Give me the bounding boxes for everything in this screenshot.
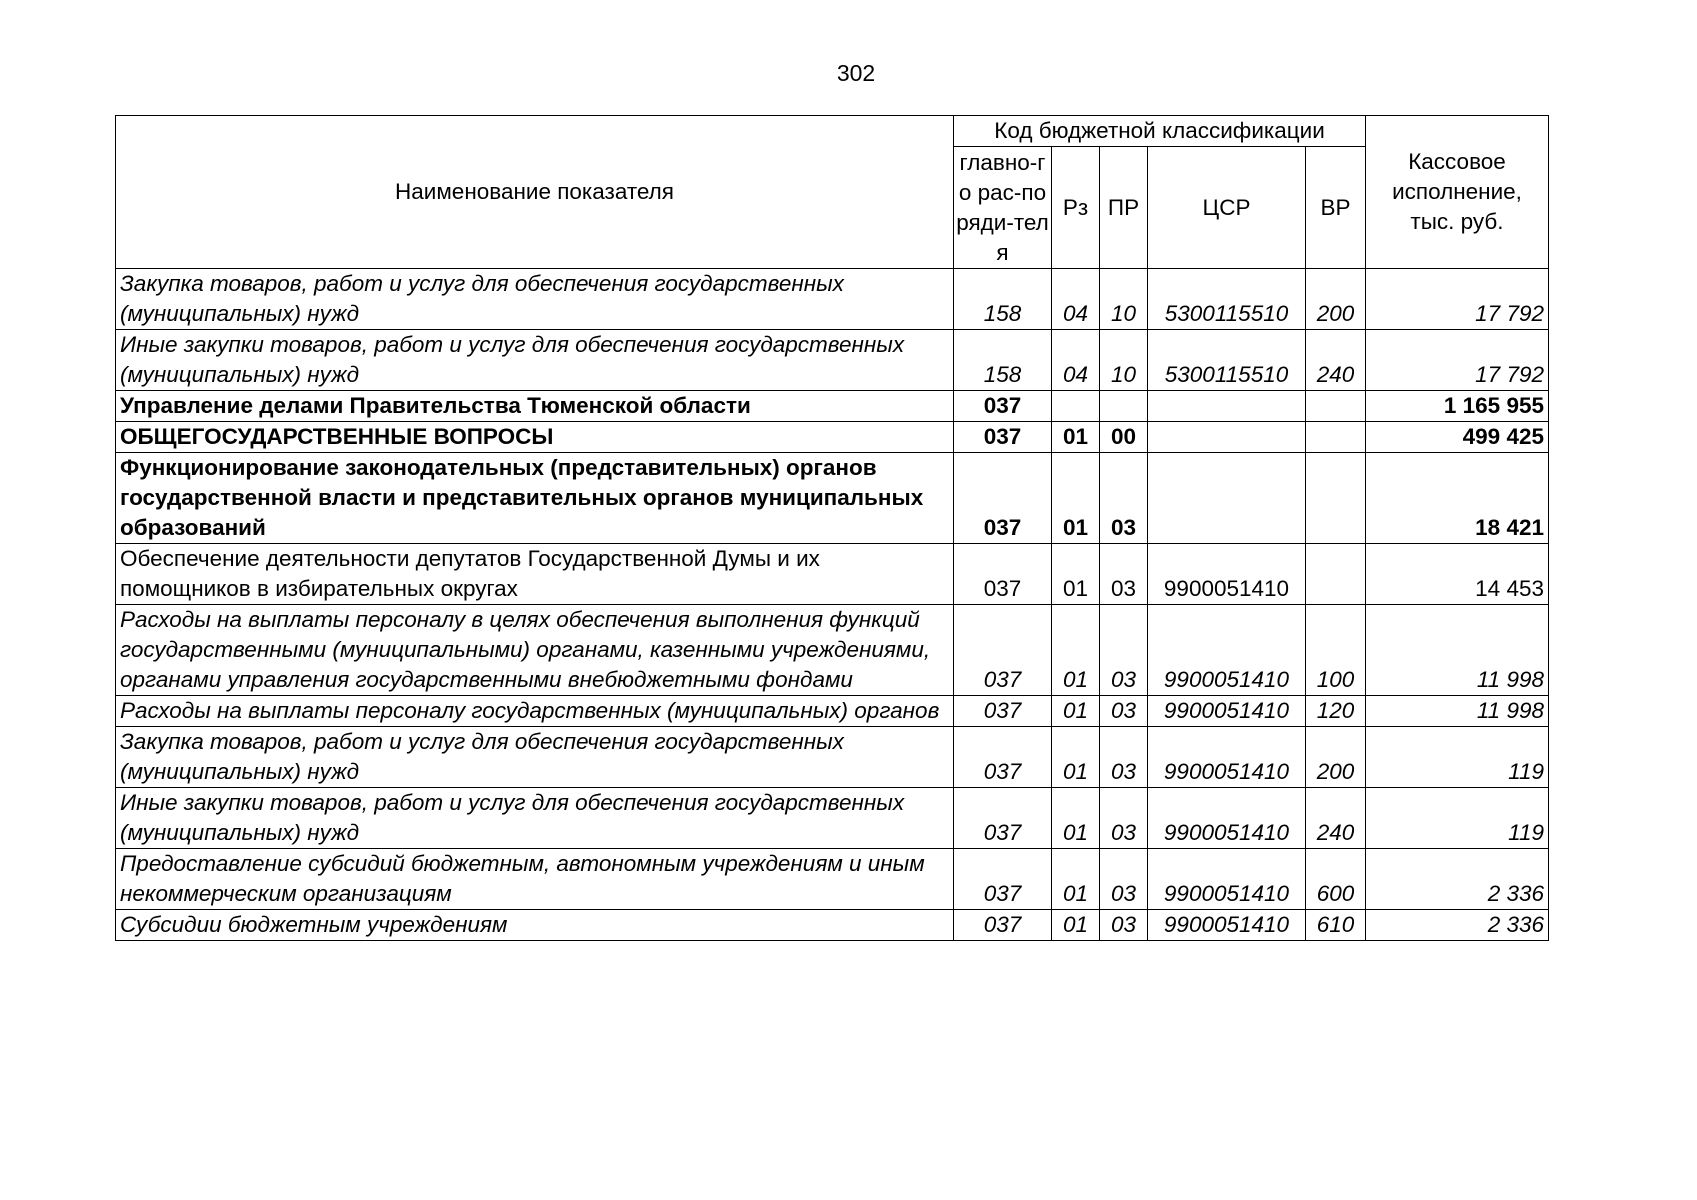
row-gr: 037 <box>954 849 1052 910</box>
row-gr: 037 <box>954 422 1052 453</box>
row-gr: 037 <box>954 453 1052 544</box>
header-pr: ПР <box>1100 147 1148 269</box>
table-row <box>116 544 1549 605</box>
row-name: Расходы на выплаты персоналу в целях обеспечения выполнения функций государственными (муниципальными) органами, казенными учреждениями, органами управления государственными внебюджетными фондами <box>116 605 954 696</box>
row-name: Обеспечение деятельности депутатов Государственной Думы и их помощников в избирательных округах <box>116 544 954 605</box>
row-csr: 5300115510 <box>1148 269 1306 330</box>
row-csr: 9900051410 <box>1148 696 1306 727</box>
row-gr: 158 <box>954 269 1052 330</box>
row-csr <box>1148 453 1306 544</box>
header-gr: главно-го рас-поряди-теля <box>954 147 1052 269</box>
row-name: Закупка товаров, работ и услуг для обеспечения государственных (муниципальных) нужд <box>116 269 954 330</box>
row-csr: 9900051410 <box>1148 910 1306 941</box>
row-csr: 9900051410 <box>1148 727 1306 788</box>
row-vr: 610 <box>1306 910 1366 941</box>
row-rz: 01 <box>1052 849 1100 910</box>
row-amount: 2 336 <box>1366 910 1549 941</box>
row-amount: 119 <box>1366 788 1549 849</box>
table-row <box>116 422 1549 453</box>
row-name: Управление делами Правительства Тюменской области <box>116 391 954 422</box>
row-gr: 037 <box>954 391 1052 422</box>
table-row <box>116 330 1549 391</box>
row-pr: 03 <box>1100 910 1148 941</box>
row-rz: 04 <box>1052 330 1100 391</box>
row-name: Субсидии бюджетным учреждениям <box>116 910 954 941</box>
row-vr: 240 <box>1306 330 1366 391</box>
row-vr <box>1306 453 1366 544</box>
row-csr: 9900051410 <box>1148 788 1306 849</box>
row-name: Предоставление субсидий бюджетным, автономным учреждениям и иным некоммерческим организациям <box>116 849 954 910</box>
table-row <box>116 453 1549 544</box>
row-rz: 01 <box>1052 422 1100 453</box>
row-name: Закупка товаров, работ и услуг для обеспечения государственных (муниципальных) нужд <box>116 727 954 788</box>
row-vr <box>1306 544 1366 605</box>
row-gr: 037 <box>954 788 1052 849</box>
row-csr: 9900051410 <box>1148 849 1306 910</box>
row-amount: 17 792 <box>1366 330 1549 391</box>
row-vr: 120 <box>1306 696 1366 727</box>
budget-table <box>115 115 1549 941</box>
row-amount: 17 792 <box>1366 269 1549 330</box>
row-amount: 14 453 <box>1366 544 1549 605</box>
row-rz: 01 <box>1052 788 1100 849</box>
row-rz: 01 <box>1052 544 1100 605</box>
header-rz: Рз <box>1052 147 1100 269</box>
row-pr: 03 <box>1100 605 1148 696</box>
row-gr: 037 <box>954 605 1052 696</box>
row-gr: 037 <box>954 696 1052 727</box>
table-row <box>116 727 1549 788</box>
row-name: ОБЩЕГОСУДАРСТВЕННЫЕ ВОПРОСЫ <box>116 422 954 453</box>
row-csr <box>1148 391 1306 422</box>
table-row <box>116 269 1549 330</box>
row-amount: 1 165 955 <box>1366 391 1549 422</box>
row-rz: 01 <box>1052 453 1100 544</box>
row-vr: 240 <box>1306 788 1366 849</box>
row-amount: 2 336 <box>1366 849 1549 910</box>
row-amount: 11 998 <box>1366 696 1549 727</box>
table-row <box>116 910 1549 941</box>
row-vr: 200 <box>1306 269 1366 330</box>
row-name: Расходы на выплаты персоналу государственных (муниципальных) органов <box>116 696 954 727</box>
table-row <box>116 788 1549 849</box>
row-vr: 600 <box>1306 849 1366 910</box>
row-gr: 158 <box>954 330 1052 391</box>
row-rz: 04 <box>1052 269 1100 330</box>
row-amount: 18 421 <box>1366 453 1549 544</box>
row-rz: 01 <box>1052 727 1100 788</box>
row-pr: 10 <box>1100 330 1148 391</box>
header-kbk: Код бюджетной классификации <box>954 116 1366 147</box>
row-vr: 200 <box>1306 727 1366 788</box>
header-name: Наименование показателя <box>116 116 954 269</box>
row-pr: 03 <box>1100 849 1148 910</box>
row-gr: 037 <box>954 727 1052 788</box>
table-row <box>116 696 1549 727</box>
header-amount: Кассовое исполнение, тыс. руб. <box>1366 116 1549 269</box>
header-vr: ВР <box>1306 147 1366 269</box>
row-gr: 037 <box>954 910 1052 941</box>
row-name: Иные закупки товаров, работ и услуг для обеспечения государственных (муниципальных) нужд <box>116 330 954 391</box>
page-number: 302 <box>836 60 876 86</box>
row-pr: 03 <box>1100 788 1148 849</box>
table-row <box>116 391 1549 422</box>
row-pr: 03 <box>1100 727 1148 788</box>
row-name: Функционирование законодательных (представительных) органов государственной власти и представительных органов муниципальных образований <box>116 453 954 544</box>
table-body <box>116 269 1549 941</box>
row-rz <box>1052 391 1100 422</box>
row-gr: 037 <box>954 544 1052 605</box>
row-amount: 11 998 <box>1366 605 1549 696</box>
row-csr: 9900051410 <box>1148 544 1306 605</box>
row-pr: 03 <box>1100 696 1148 727</box>
row-csr: 9900051410 <box>1148 605 1306 696</box>
row-vr <box>1306 422 1366 453</box>
table-row <box>116 605 1549 696</box>
row-csr: 5300115510 <box>1148 330 1306 391</box>
header-csr: ЦСР <box>1148 147 1306 269</box>
row-vr <box>1306 391 1366 422</box>
table-row <box>116 849 1549 910</box>
row-pr <box>1100 391 1148 422</box>
row-name: Иные закупки товаров, работ и услуг для обеспечения государственных (муниципальных) нужд <box>116 788 954 849</box>
row-rz: 01 <box>1052 696 1100 727</box>
row-pr: 03 <box>1100 544 1148 605</box>
row-csr <box>1148 422 1306 453</box>
row-rz: 01 <box>1052 605 1100 696</box>
row-vr: 100 <box>1306 605 1366 696</box>
row-amount: 119 <box>1366 727 1549 788</box>
row-amount: 499 425 <box>1366 422 1549 453</box>
row-rz: 01 <box>1052 910 1100 941</box>
row-pr: 00 <box>1100 422 1148 453</box>
row-pr: 10 <box>1100 269 1148 330</box>
header-row-top <box>116 116 1549 147</box>
row-pr: 03 <box>1100 453 1148 544</box>
